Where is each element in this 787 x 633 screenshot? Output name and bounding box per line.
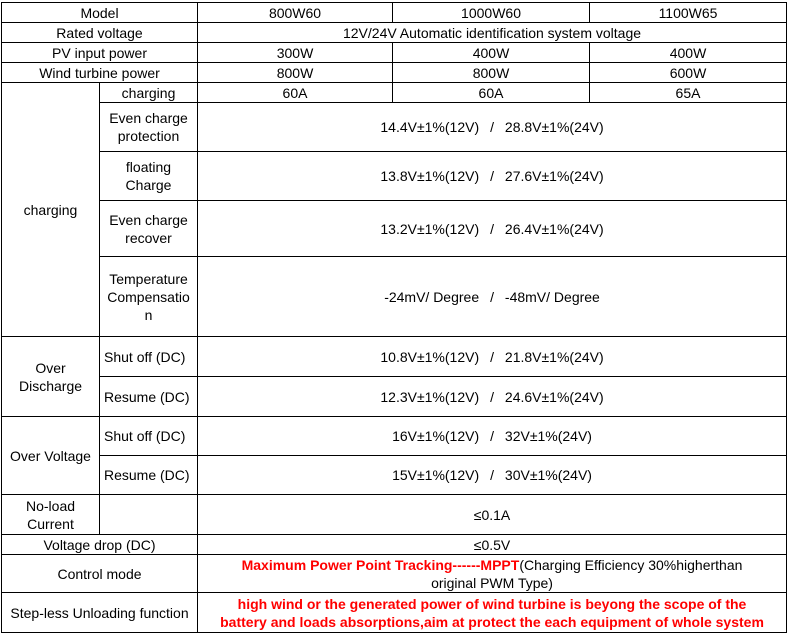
temperature-compensation-label [100,257,198,337]
table-row [2,417,787,456]
label-line: Current [27,515,74,532]
value-24v: 24.6V±1%(24V) [504,388,604,405]
table-row [2,103,787,152]
value-12v: 15V±1%(12V) [392,467,480,483]
rated-voltage-label: Rated voltage [2,23,198,43]
model-1000w60: 1000W60 [393,3,590,23]
over-voltage-shutoff-label: Shut off (DC) [100,417,198,456]
value-separator: / [490,119,494,135]
model-1100w65: 1100W65 [590,3,787,23]
label-line: Compensatio [107,288,190,305]
floating-charge-label [100,152,198,201]
value-separator: / [490,168,494,184]
label-line: Even charge [109,110,188,126]
table-row [2,377,787,417]
table-row [2,83,787,103]
unloading-function-label: Step-less Unloading function [2,593,198,633]
charging-current-label: charging [100,83,198,103]
label-line: n [144,306,153,323]
value-24v: 27.6V±1%(24V) [504,168,604,184]
voltage-drop-label: Voltage drop (DC) [2,535,198,555]
value-24v: 21.8V±1%(24V) [504,348,604,365]
even-charge-recover-label [100,201,198,257]
charging-current-1000w60: 60A [393,83,590,103]
value-separator: / [490,348,494,365]
control-mode-value [198,555,787,593]
model-header: Model [2,3,198,23]
pv-input-label: PV input power [2,43,198,63]
table-row [2,63,787,83]
value-24v: 30V±1%(24V) [504,467,592,483]
label-line: Even charge [109,211,188,228]
charging-group-label: charging [2,83,100,337]
over-discharge-group-label [2,337,100,417]
over-discharge-resume-label: Resume (DC) [100,377,198,417]
value-12v: 16V±1%(12V) [392,428,480,444]
no-load-current-blank [100,495,198,535]
efficiency-note: original PWM Type) [431,574,553,591]
over-voltage-resume-label: Resume (DC) [100,456,198,495]
efficiency-note: (Charging Efficiency 30%higherthan [519,556,743,573]
value-12v: 12.3V±1%(12V) [380,388,480,405]
label-line: Charge [125,177,172,193]
rated-voltage-value: 12V/24V Automatic identification system voltage [198,23,787,43]
voltage-drop-value: ≤0.5V [198,535,787,555]
wind-power-1000w60: 800W [393,63,590,83]
label-line: protection [117,128,180,144]
value-24v: 26.4V±1%(24V) [504,220,604,237]
label-line: recover [125,229,172,246]
pv-input-1000w60: 400W [393,43,590,63]
value-12v: 13.8V±1%(12V) [380,168,480,184]
no-load-current-value: ≤0.1A [198,495,787,535]
wind-power-800w60: 800W [198,63,393,83]
over-discharge-shutoff-value [198,337,787,377]
pv-input-800w60: 300W [198,43,393,63]
spec-table [1,2,787,633]
table-row [2,152,787,201]
even-charge-protection-label [100,103,198,152]
charging-current-1100w65: 65A [590,83,787,103]
temperature-compensation-value [198,257,787,337]
pv-input-1100w65: 400W [590,43,787,63]
value-12v: 13.2V±1%(12V) [380,220,480,237]
table-row [2,456,787,495]
over-voltage-resume-value [198,456,787,495]
mppt-highlight: Maximum Power Point Tracking------MPPT [241,556,520,573]
label-line: floating [125,159,172,175]
table-row [2,593,787,633]
table-row [2,495,787,535]
value-separator: / [490,388,494,405]
table-row [2,43,787,63]
wind-power-1100w65: 600W [590,63,787,83]
value-12v: -24mV/ Degree [384,288,480,305]
unloading-line: battery and loads absorptions,aim at protect the each equipment of whole system [220,613,764,630]
table-row [2,23,787,43]
value-24v: 32V±1%(24V) [504,428,592,444]
label-line: Over [35,359,66,376]
floating-charge-value [198,152,787,201]
label-line: Discharge [18,377,83,394]
value-separator: / [490,467,494,483]
even-charge-protection-value [198,103,787,152]
over-discharge-shutoff-label: Shut off (DC) [100,337,198,377]
value-24v: 28.8V±1%(24V) [504,119,604,135]
label-line: No-load [25,497,76,514]
over-voltage-group-label: Over Voltage [2,417,100,495]
table-row [2,535,787,555]
charging-current-800w60: 60A [198,83,393,103]
value-separator: / [490,220,494,237]
value-12v: 14.4V±1%(12V) [380,119,480,135]
table-row [2,337,787,377]
unloading-line: high wind or the generated power of wind turbine is beyong the scope of the [237,595,747,612]
table-row [2,257,787,337]
model-800w60: 800W60 [198,3,393,23]
even-charge-recover-value [198,201,787,257]
control-mode-label: Control mode [2,555,198,593]
value-separator: / [490,288,494,305]
value-separator: / [490,428,494,444]
label-line: Temperature [109,270,188,287]
table-row [2,3,787,23]
over-discharge-resume-value [198,377,787,417]
over-voltage-shutoff-value [198,417,787,456]
no-load-current-label [2,495,100,535]
wind-power-label: Wind turbine power [2,63,198,83]
value-12v: 10.8V±1%(12V) [380,348,480,365]
unloading-function-value [198,593,787,633]
table-row [2,201,787,257]
value-24v: -48mV/ Degree [504,288,600,305]
table-row [2,555,787,593]
